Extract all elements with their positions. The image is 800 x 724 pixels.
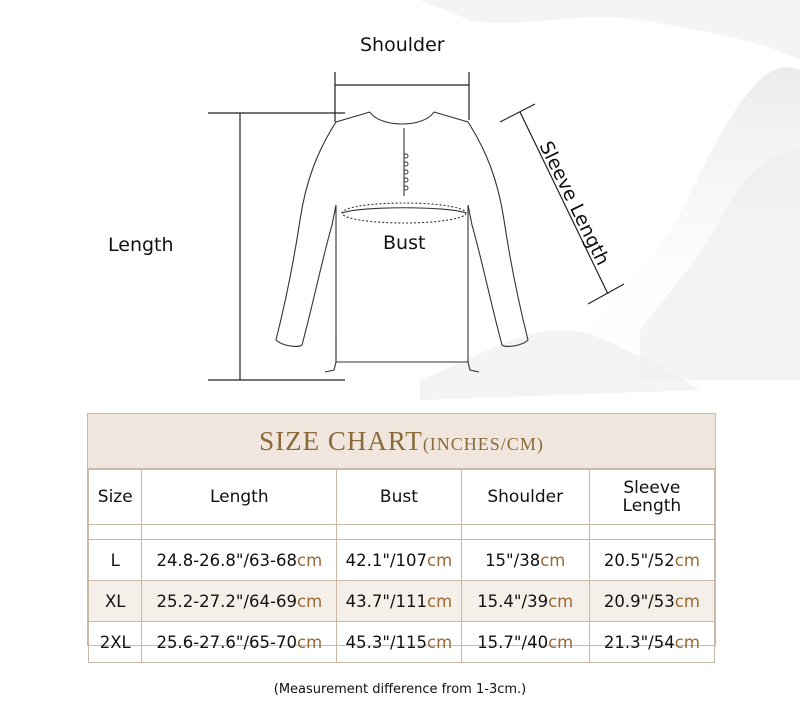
header-bust: Bust	[337, 470, 462, 525]
header-length: Length	[142, 470, 337, 525]
cell-size: XL	[89, 581, 142, 622]
measurement-note: (Measurement difference from 1-3cm.)	[273, 682, 527, 697]
header-sleeve-length-text: Sleeve Length	[622, 478, 682, 516]
cell-sleeve: 20.5"/52cm	[589, 540, 714, 581]
size-chart-title	[88, 414, 715, 469]
table-spacer	[89, 525, 715, 540]
sleeve-bottom-tick	[588, 284, 624, 304]
table-row	[89, 622, 715, 663]
size-chart-title-units: (INCHES/CM)	[422, 434, 544, 454]
bust-label: Bust	[383, 232, 426, 254]
cell-length: 25.2-27.2"/64-69cm	[142, 581, 337, 622]
cell-length: 24.8-26.8"/63-68cm	[142, 540, 337, 581]
table-row	[89, 581, 715, 622]
cell-bust: 42.1"/107cm	[337, 540, 462, 581]
shoulder-label: Shoulder	[360, 34, 445, 56]
header-size: Size	[89, 470, 142, 525]
cell-size: L	[89, 540, 142, 581]
table-header-row	[89, 470, 715, 525]
sleeve-length-label: Sleeve Length	[534, 137, 614, 269]
header-shoulder: Shoulder	[461, 470, 589, 525]
cell-size: 2XL	[89, 622, 142, 663]
cell-bust: 45.3"/115cm	[337, 622, 462, 663]
cell-shoulder: 15.4"/39cm	[461, 581, 589, 622]
cell-bust: 43.7"/111cm	[337, 581, 462, 622]
cell-shoulder: 15"/38cm	[461, 540, 589, 581]
sleeve-top-tick	[500, 104, 535, 122]
header-sleeve-length	[589, 470, 714, 525]
table-row	[89, 540, 715, 581]
shirt-buttons	[404, 154, 408, 190]
size-chart	[87, 413, 716, 652]
cell-sleeve: 21.3"/54cm	[589, 622, 714, 663]
cell-shoulder: 15.7"/40cm	[461, 622, 589, 663]
cell-length: 25.6-27.6"/65-70cm	[142, 622, 337, 663]
length-label: Length	[108, 234, 174, 256]
cell-sleeve: 20.9"/53cm	[589, 581, 714, 622]
size-chart-title-main: SIZE CHART	[259, 426, 423, 456]
size-table	[88, 469, 715, 663]
